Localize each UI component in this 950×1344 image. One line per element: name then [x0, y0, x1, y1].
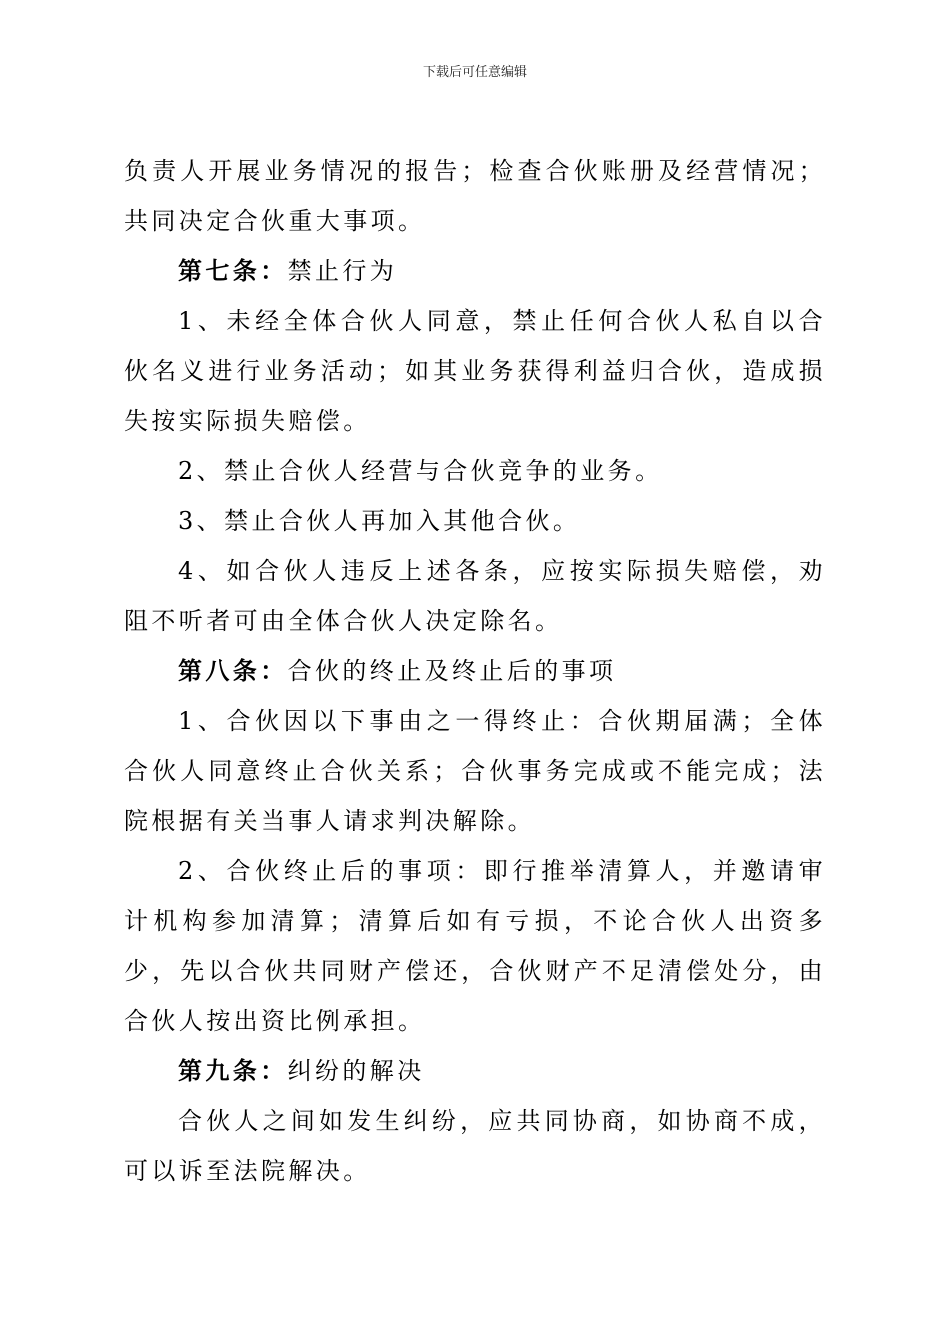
article-8-item-2: 2、合伙终止后的事项：即行推举清算人，并邀请审计机构参加清算；清算后如有亏损，不论合伙人出资多少，先以合伙共同财产偿还，合伙财产不足清偿处分，由合伙人按出资比例承担。 — [124, 857, 826, 1035]
document-body — [124, 146, 826, 1196]
article-8-label: 第八条： — [178, 656, 288, 685]
page-header: 下载后可任意编辑 — [422, 65, 527, 80]
article-7-item-2: 2、禁止合伙人经营与合伙竞争的业务。 — [178, 457, 663, 485]
article-7-item-4: 4、如合伙人违反上述各条，应按实际损失赔偿，劝阻不听者可由全体合伙人决定除名。 — [124, 557, 826, 635]
article-7-item-1: 1、未经全体合伙人同意，禁止任何合伙人私自以合伙名义进行业务活动；如其业务获得利益归合伙，造成损失按实际损失赔偿。 — [124, 307, 826, 435]
article-9-heading — [124, 1046, 826, 1096]
article-7-label: 第七条： — [178, 256, 288, 285]
article-7-heading — [124, 246, 826, 296]
article-9-title: 纠纷的解决 — [287, 1057, 425, 1085]
paragraph-responsibilities-end: 负责人开展业务情况的报告；检查合伙账册及经营情况；共同决定合伙重大事项。 — [124, 157, 826, 235]
article-8-item-1: 1、合伙因以下事由之一得终止：合伙期届满；全体合伙人同意终止合伙关系；合伙事务完成或不能完成；法院根据有关当事人请求判决解除。 — [124, 707, 826, 835]
article-7-title: 禁止行为 — [287, 257, 398, 285]
article-9-label: 第九条： — [178, 1056, 288, 1085]
article-8-heading — [124, 646, 826, 696]
article-8-title: 合伙的终止及终止后的事项 — [287, 657, 617, 685]
article-9-body: 合伙人之间如发生纠纷，应共同协商，如协商不成，可以诉至法院解决。 — [124, 1107, 826, 1185]
article-7-item-3: 3、禁止合伙人再加入其他合伙。 — [178, 507, 581, 535]
